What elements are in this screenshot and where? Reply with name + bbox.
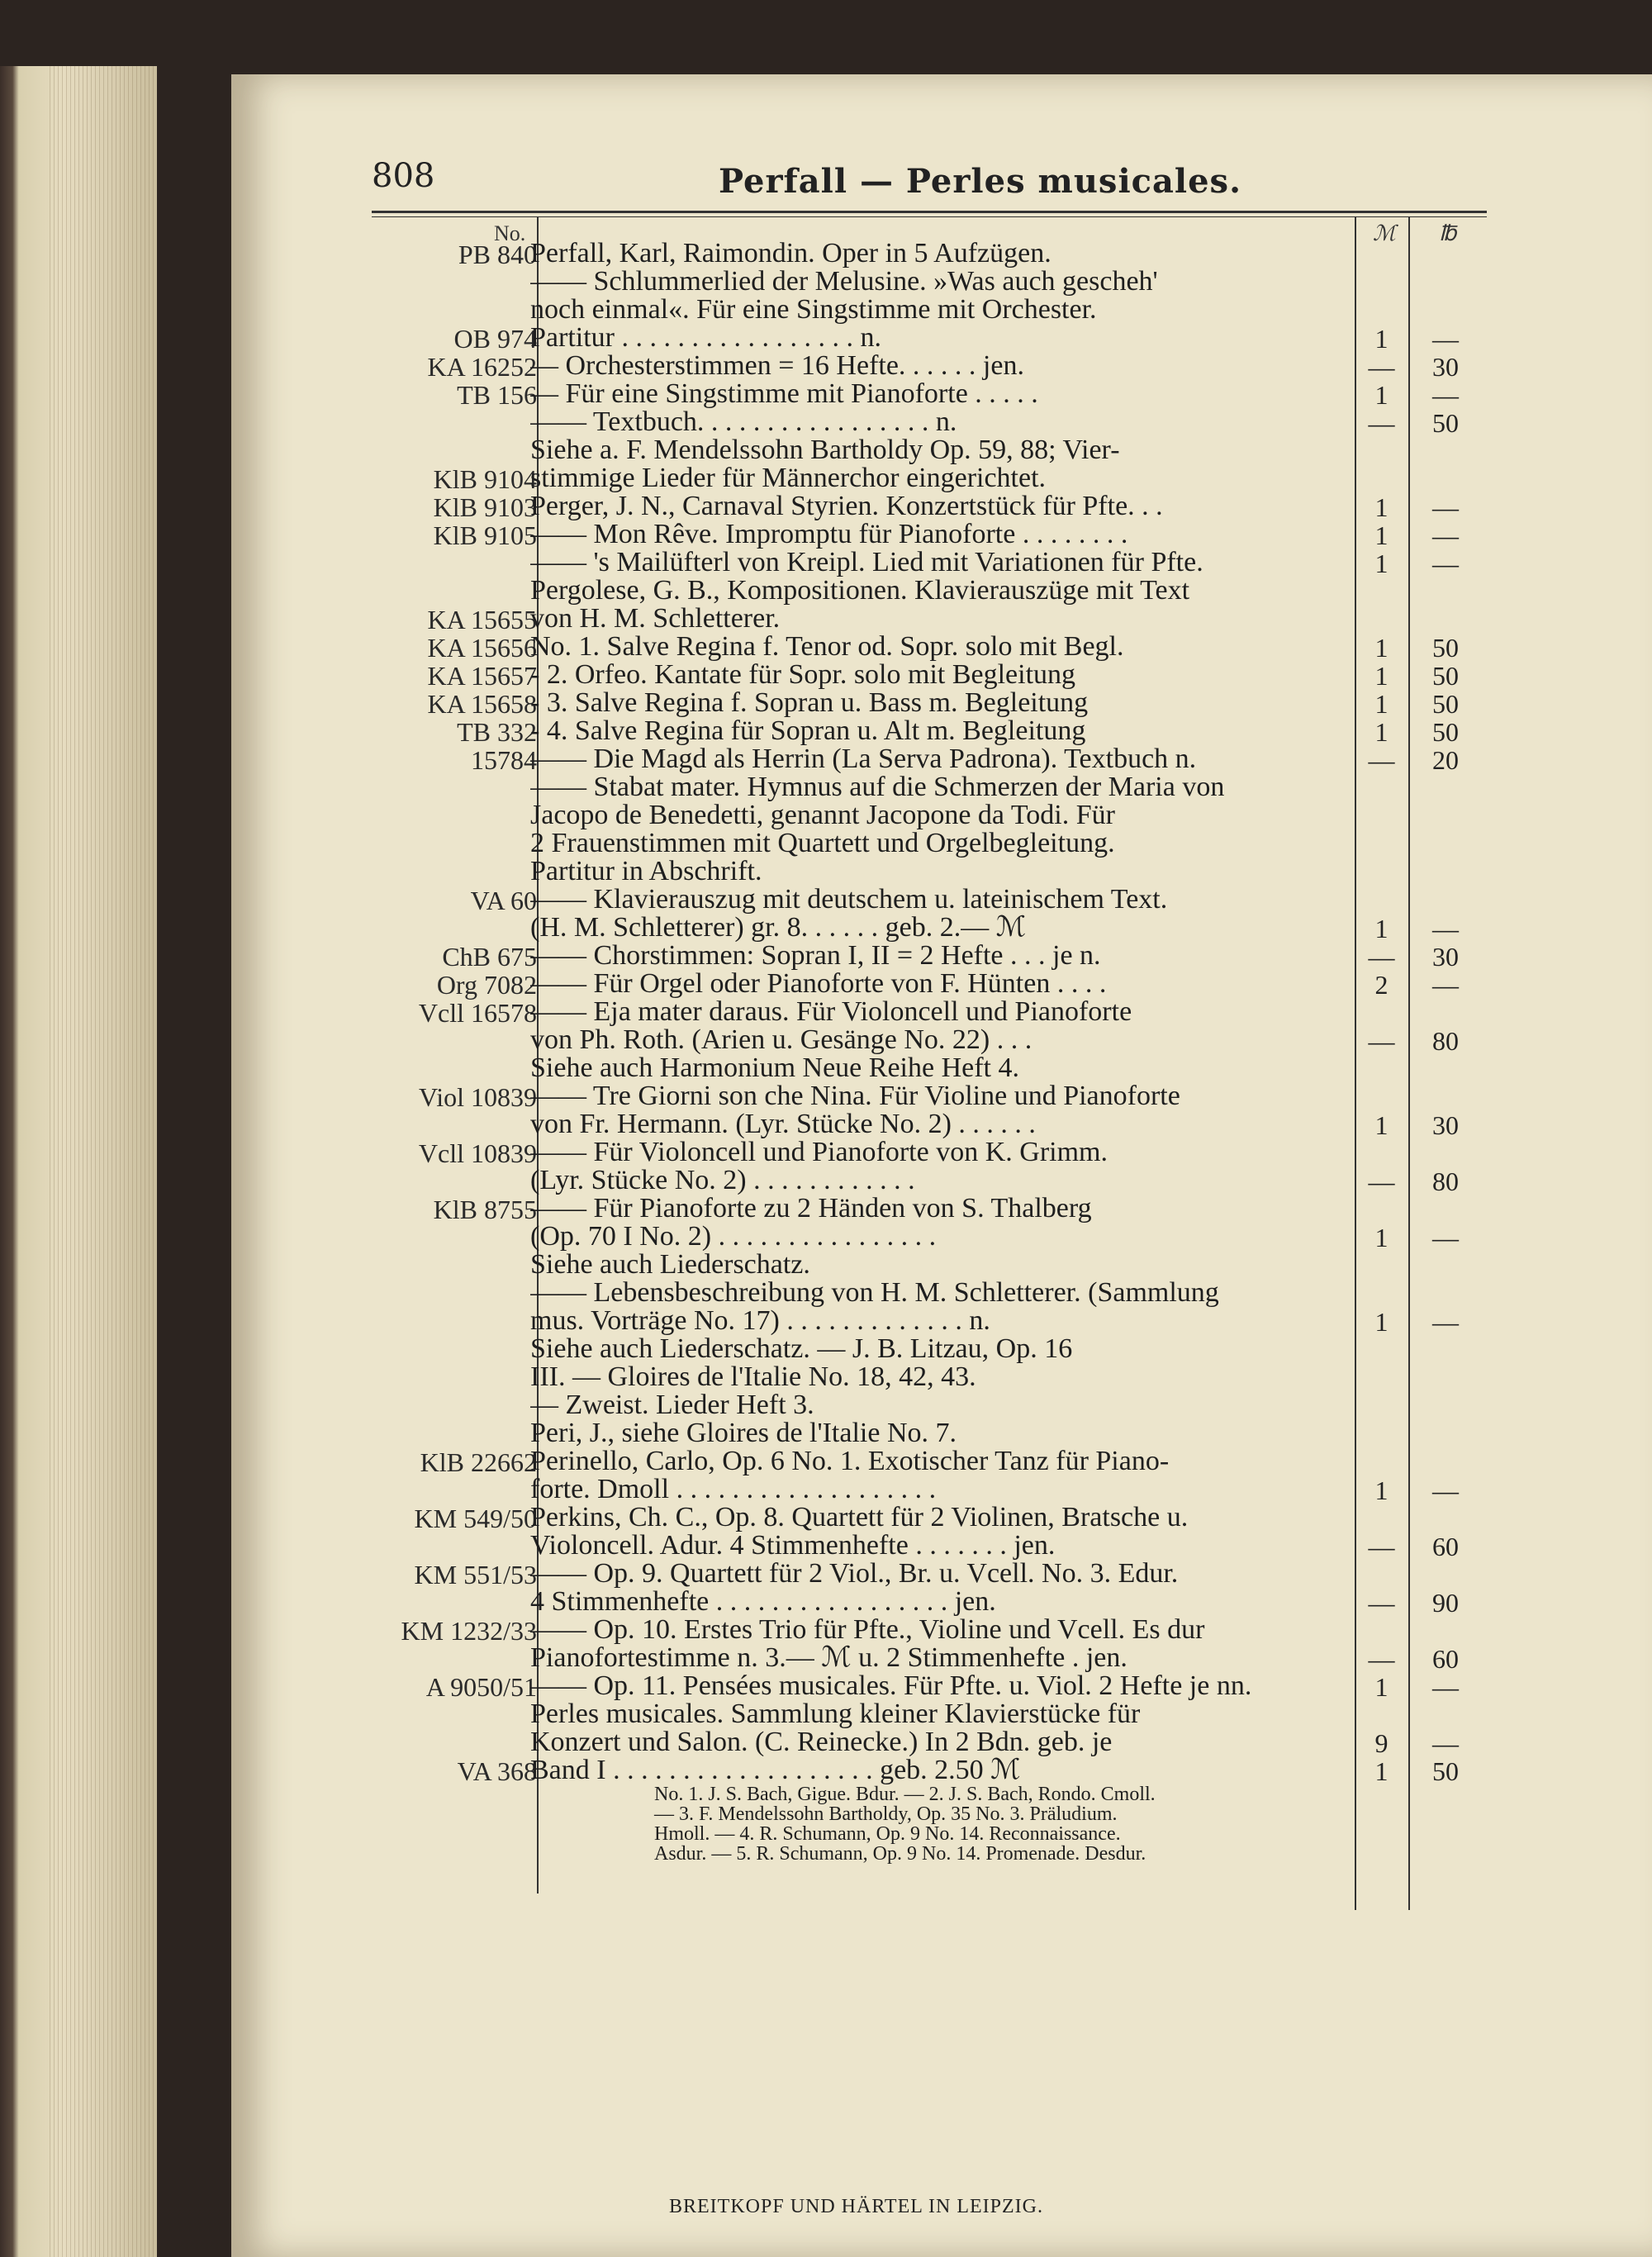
order-number: KA 15658 [427, 689, 537, 719]
price-mark: 9 [1374, 1728, 1389, 1758]
order-number: ChB 675 [442, 942, 537, 972]
price-mark: 1 [1374, 549, 1389, 578]
entry-line: von Ph. Roth. (Arien u. Gesänge No. 22) . . . [530, 1026, 1032, 1054]
price-pfennig: — [1432, 1307, 1459, 1337]
entry-line: Pergolese, G. B., Kompositionen. Klavierauszüge mit Text [530, 577, 1190, 605]
price-mark: 1 [1374, 633, 1389, 663]
price-mark: 1 [1374, 914, 1389, 943]
price-pfennig: 50 [1432, 408, 1459, 438]
price-mark: 1 [1374, 1307, 1389, 1337]
entry-line: —— Für Orgel oder Pianoforte von F. Hünten . . . . [530, 970, 1107, 998]
order-number: KM 549/50 [414, 1504, 537, 1533]
entry-line: —— Für Violoncell und Pianoforte von K. Grimm. [530, 1138, 1108, 1167]
price-mark: — [1368, 1167, 1395, 1196]
order-number: KM 551/53 [414, 1560, 537, 1589]
price-mark: 1 [1374, 1672, 1389, 1702]
price-mark: 1 [1374, 717, 1389, 747]
column-head-no: No. [494, 221, 526, 245]
order-number: Vcll 10839 [418, 1138, 537, 1168]
entry-line: —— Tre Giorni son che Nina. Für Violine und Pianoforte [530, 1082, 1180, 1110]
entry-line: Perger, J. N., Carnaval Styrien. Konzertstück für Pfte. . . [530, 492, 1163, 520]
price-mark: 2 [1374, 970, 1389, 1000]
page-header [372, 157, 1487, 207]
price-pfennig: — [1432, 970, 1459, 1000]
entry-line: —— Stabat mater. Hymnus auf die Schmerzen der Maria von [530, 773, 1225, 801]
order-number: KA 16252 [427, 352, 537, 382]
entry-line: von Fr. Hermann. (Lyr. Stücke No. 2) . . . . . . [530, 1110, 1036, 1138]
entry-line: Pianofortestimme n. 3.— ℳ u. 2 Stimmenhefte . jen. [530, 1644, 1127, 1672]
entry-line: 2 Frauenstimmen mit Quartett und Orgelbegleitung. [530, 829, 1115, 858]
price-mark: 1 [1374, 1110, 1389, 1140]
price-pfennig: — [1432, 914, 1459, 943]
price-pfennig: 80 [1432, 1167, 1459, 1196]
entry-line: Jacopo de Benedetti, genannt Jacopone da Todi. Für [530, 801, 1115, 829]
entry-line: Band I . . . . . . . . . . . . . . . . . . . geb. 2.50 ℳ [530, 1756, 1021, 1784]
entry-line: —— Klavierauszug mit deutschem u. lateinischem Text. [530, 886, 1168, 914]
entry-line: forte. Dmoll . . . . . . . . . . . . . . . . . . . [530, 1475, 937, 1504]
contents-line: — 3. F. Mendelssohn Bartholdy, Op. 35 No. 3. Präludium. [654, 1804, 1118, 1824]
price-mark: — [1368, 1532, 1395, 1561]
price-mark: — [1368, 1644, 1395, 1674]
entry-line: 4 Stimmenhefte . . . . . . . . . . . . . . . . . jen. [530, 1588, 996, 1616]
entry-line: Siehe auch Liederschatz. [530, 1251, 810, 1279]
entry-line: - 3. Salve Regina f. Sopran u. Bass m. Begleitung [530, 689, 1089, 717]
price-mark: — [1368, 1026, 1395, 1056]
price-pfennig: 60 [1432, 1644, 1459, 1674]
contents-line: Asdur. — 5. R. Schumann, Op. 9 No. 14. Promenade. Desdur. [654, 1844, 1146, 1864]
entry-line: —— Op. 11. Pensées musicales. Für Pfte. u. Viol. 2 Hefte je nn. [530, 1672, 1252, 1700]
order-number: KlB 22662 [420, 1447, 537, 1477]
price-pfennig: 30 [1432, 942, 1459, 972]
contents-note [530, 1784, 1348, 1864]
price-mark: — [1368, 1588, 1395, 1618]
contents-line: No. 1. J. S. Bach, Gigue. Bdur. — 2. J. S. Bach, Rondo. Cmoll. [654, 1784, 1156, 1804]
entry-line: —— Lebensbeschreibung von H. M. Schletterer. (Sammlung [530, 1279, 1219, 1307]
entry-line: (Lyr. Stücke No. 2) . . . . . . . . . . . . [530, 1167, 915, 1195]
entry-line: Konzert und Salon. (C. Reinecke.) In 2 Bdn. geb. je [530, 1728, 1113, 1756]
contents-line: Hmoll. — 4. R. Schumann, Op. 9 No. 14. Reconnaissance. [654, 1824, 1121, 1844]
entry-line: Perles musicales. Sammlung kleiner Klavierstücke für [530, 1700, 1141, 1728]
order-number: VA 368 [457, 1756, 537, 1786]
price-pfennig: 30 [1432, 352, 1459, 382]
page-number: 808 [372, 157, 435, 195]
entry-line: stimmige Lieder für Männerchor eingerichtet. [530, 464, 1047, 492]
price-pfennig: — [1432, 549, 1459, 578]
entry-line: Siehe a. F. Mendelssohn Bartholdy Op. 59, 88; Vier- [530, 436, 1120, 464]
price-pfennig: — [1432, 492, 1459, 522]
entry-line: —— Mon Rêve. Impromptu für Pianoforte . . . . . . . . [530, 520, 1128, 549]
price-pfennig: 50 [1432, 661, 1459, 691]
price-mark: 1 [1374, 1756, 1389, 1786]
entry-line: noch einmal«. Für eine Singstimme mit Orchester. [530, 296, 1097, 324]
price-pfennig: — [1432, 520, 1459, 550]
price-pfennig: 20 [1432, 745, 1459, 775]
price-mark: 1 [1374, 689, 1389, 719]
price-pfennig: 50 [1432, 689, 1459, 719]
entry-line: Partitur in Abschrift. [530, 858, 762, 886]
price-mark: 1 [1374, 380, 1389, 410]
entry-line: —— Schlummerlied der Melusine. »Was auch gescheh' [530, 268, 1158, 296]
price-mark: — [1368, 408, 1395, 438]
entry-line: —— Die Magd als Herrin (La Serva Padrona). Textbuch n. [530, 745, 1197, 773]
entry-line: Siehe auch Liederschatz. — J. B. Litzau, Op. 16 [530, 1335, 1073, 1363]
column-divider-pf [1408, 216, 1410, 1910]
price-pfennig: 50 [1432, 717, 1459, 747]
price-mark: 1 [1374, 324, 1389, 354]
order-number: A 9050/51 [425, 1672, 537, 1702]
order-number: TB 156 [457, 380, 537, 410]
price-mark: 1 [1374, 1475, 1389, 1505]
order-number: PB 840 [458, 240, 537, 269]
entry-line: Siehe auch Harmonium Neue Reihe Heft 4. [530, 1054, 1019, 1082]
price-mark: 1 [1374, 520, 1389, 550]
order-number: KA 15656 [427, 633, 537, 663]
entry-line: No. 1. Salve Regina f. Tenor od. Sopr. solo mit Begl. [530, 633, 1124, 661]
entry-line: —— Eja mater daraus. Für Violoncell und Pianoforte [530, 998, 1132, 1026]
entry-line: (H. M. Schletterer) gr. 8. . . . . . geb. 2.— ℳ [530, 914, 1027, 942]
entry-line: —— 's Mailüfterl von Kreipl. Lied mit Variationen für Pfte. [530, 549, 1203, 577]
price-pfennig: 90 [1432, 1588, 1459, 1618]
price-mark: — [1368, 745, 1395, 775]
header-rule-thin [372, 216, 1487, 217]
entry-line: III. — Gloires de l'Italie No. 18, 42, 43. [530, 1363, 976, 1391]
price-pfennig: 60 [1432, 1532, 1459, 1561]
price-mark: — [1368, 352, 1395, 382]
price-pfennig: 50 [1432, 1756, 1459, 1786]
publisher-imprint: BREITKOPF UND HÄRTEL IN LEIPZIG. [669, 2196, 1043, 2217]
price-pfennig: — [1432, 1728, 1459, 1758]
entry-line: —— Op. 10. Erstes Trio für Pfte., Violine und Vcell. Es dur [530, 1616, 1205, 1644]
entry-line: —— Für Pianoforte zu 2 Händen von S. Thalberg [530, 1195, 1092, 1223]
price-mark: 1 [1374, 661, 1389, 691]
column-divider-mark [1355, 216, 1356, 1910]
catalog-entries [530, 240, 1348, 1864]
price-mark: 1 [1374, 492, 1389, 522]
column-head-mark: ℳ [1373, 221, 1396, 245]
price-pfennig: — [1432, 1672, 1459, 1702]
order-number: KM 1232/33 [401, 1616, 537, 1646]
entry-line: — Zweist. Lieder Heft 3. [530, 1391, 814, 1419]
running-title: Perfall — Perles musicales. [719, 162, 1241, 201]
entry-line: — Orchesterstimmen = 16 Hefte. . . . . . jen. [530, 352, 1024, 380]
order-number: TB 332 [457, 717, 537, 747]
price-pfennig: — [1432, 380, 1459, 410]
order-number: Org 7082 [436, 970, 537, 1000]
order-number: 15784 [471, 745, 537, 775]
price-pfennig: — [1432, 1475, 1459, 1505]
order-number: KA 15655 [427, 605, 537, 634]
order-number: OB 974 [453, 324, 537, 354]
order-number: KlB 9105 [433, 520, 537, 550]
entry-line: —— Chorstimmen: Sopran I, II = 2 Hefte . . . je n. [530, 942, 1101, 970]
entry-line: —— Textbuch. . . . . . . . . . . . . . . . . n. [530, 408, 957, 436]
entry-lines [530, 240, 1348, 1784]
entry-line: von H. M. Schletterer. [530, 605, 781, 633]
price-pfennig: 50 [1432, 633, 1459, 663]
order-number: KlB 9103 [433, 492, 537, 522]
entry-line: (Op. 70 I No. 2) . . . . . . . . . . . . . . . . [530, 1223, 937, 1251]
entry-line: Partitur . . . . . . . . . . . . . . . . . n. [530, 324, 881, 352]
column-head-pf: ℔ [1439, 221, 1457, 245]
entry-line: Violoncell. Adur. 4 Stimmenhefte . . . . . . . jen. [530, 1532, 1056, 1560]
book-page-edges [0, 66, 157, 2257]
entry-line: Perkins, Ch. C., Op. 8. Quartett für 2 Violinen, Bratsche u. [530, 1504, 1189, 1532]
price-pfennig: 30 [1432, 1110, 1459, 1140]
entry-line: mus. Vorträge No. 17) . . . . . . . . . . . . . n. [530, 1307, 990, 1335]
entry-line: Perinello, Carlo, Op. 6 No. 1. Exotischer Tanz für Piano- [530, 1447, 1170, 1475]
price-mark: 1 [1374, 1223, 1389, 1252]
price-pfennig: — [1432, 324, 1459, 354]
entry-line: Peri, J., siehe Gloires de l'Italie No. 7. [530, 1419, 957, 1447]
order-number: Vcll 16578 [418, 998, 537, 1028]
entry-line: - 2. Orfeo. Kantate für Sopr. solo mit Begleitung [530, 661, 1076, 689]
entry-line: Perfall, Karl, Raimondin. Oper in 5 Aufzügen. [530, 240, 1051, 268]
order-number: KlB 9104 [433, 464, 537, 494]
order-number: VA 60 [470, 886, 537, 915]
price-pfennig: — [1432, 1223, 1459, 1252]
entry-line: — Für eine Singstimme mit Pianoforte . . . . . [530, 380, 1038, 408]
order-number: Viol 10839 [419, 1082, 537, 1112]
order-number: KlB 8755 [433, 1195, 537, 1224]
price-pfennig: 80 [1432, 1026, 1459, 1056]
entry-line: —— Op. 9. Quartett für 2 Viol., Br. u. Vcell. No. 3. Edur. [530, 1560, 1179, 1588]
price-mark: — [1368, 942, 1395, 972]
order-number: KA 15657 [427, 661, 537, 691]
entry-line: - 4. Salve Regina für Sopran u. Alt m. Begleitung [530, 717, 1086, 745]
header-rule [372, 211, 1487, 213]
